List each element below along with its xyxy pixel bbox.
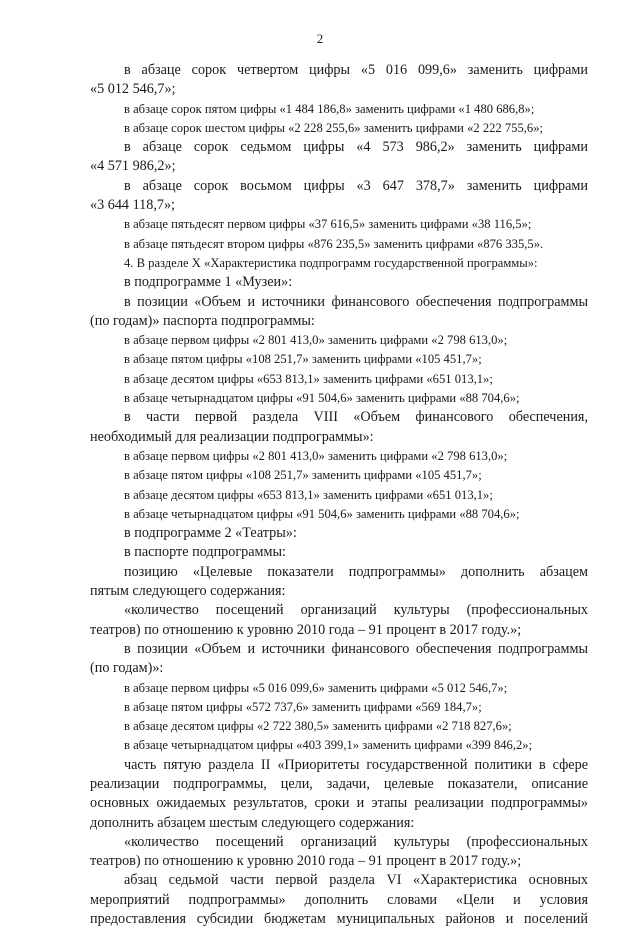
text-line: в абзаце десятом цифры «2 722 380,5» заменить цифрами «2 718 827,6»;	[124, 719, 512, 734]
text-line: необходимый для реализации подпрограммы»:	[90, 428, 374, 445]
page-number: 2	[316, 31, 324, 46]
text-line: «3 644 118,7»;	[90, 197, 175, 214]
text-line: в абзаце десятом цифры «653 813,1» заменить цифрами «651 013,1»;	[124, 371, 493, 386]
text-line: в абзаце пятом цифры «572 737,6» заменить цифрами «569 184,7»;	[124, 699, 482, 714]
text-line: в абзаце четырнадцатом цифры «403 399,1» заменить цифрами «399 846,2»;	[124, 738, 533, 753]
text-line: в абзаце пятом цифры «108 251,7» заменить цифрами «105 451,7»;	[124, 352, 482, 367]
text-line: в абзаце первом цифры «5 016 099,6» заменить цифрами «5 012 546,7»;	[124, 680, 508, 695]
text-line: предоставления субсидии бюджетам муниципальных районов и поселений	[90, 911, 588, 928]
text-line: (по годам)»:	[90, 660, 164, 677]
text-line: в абзаце сорок седьмом цифры «4 573 986,2» заменить цифрами	[124, 139, 588, 156]
text-line: в абзаце сорок шестом цифры «2 228 255,6» заменить цифрами «2 222 755,6»;	[124, 120, 543, 135]
text-line: в абзаце четырнадцатом цифры «91 504,6» заменить цифрами «88 704,6»;	[124, 391, 520, 406]
text-line: в паспорте подпрограммы:	[124, 544, 286, 561]
document-body	[90, 61, 588, 929]
text-line: в абзаце пятьдесят втором цифры «876 235,5» заменить цифрами «876 335,5».	[124, 236, 544, 251]
text-line: в абзаце пятьдесят первом цифры «37 616,5» заменить цифрами «38 116,5»;	[124, 217, 532, 232]
text-line: в абзаце десятом цифры «653 813,1» заменить цифрами «651 013,1»;	[124, 487, 493, 502]
text-line: «количество посещений организаций культуры (профессиональных	[124, 833, 588, 850]
text-line: в абзаце сорок четвертом цифры «5 016 099,6» заменить цифрами	[124, 62, 588, 78]
text-line: (по годам)» паспорта подпрограммы:	[90, 312, 315, 329]
text-line: в подпрограмме 1 «Музеи»:	[124, 274, 293, 291]
text-line: основных ожидаемых результатов, сроки и этапы реализации подпрограммы»	[90, 795, 588, 812]
text-line: театров) по отношению к уровню 2010 года – 91 процент в 2017 году.»;	[90, 853, 522, 870]
text-line: дополнить абзацем шестым следующего содержания:	[90, 814, 415, 831]
text-line: реализации подпрограммы, цели, задачи, целевые показатели, описание	[90, 775, 588, 792]
text-line: «5 012 546,7»;	[90, 81, 176, 98]
text-line: «количество посещений организаций культуры (профессиональных	[124, 602, 588, 619]
text-line: в абзаце сорок пятом цифры «1 484 186,8» заменить цифрами «1 480 686,8»;	[124, 101, 535, 116]
text-line: в абзаце сорок восьмом цифры «3 647 378,7» заменить цифрами	[124, 177, 588, 194]
text-line: часть пятую раздела II «Приоритеты государственной политики в сфере	[124, 756, 588, 773]
text-line: 4. В разделе X «Характеристика подпрограмм государственной программы»:	[124, 255, 538, 270]
text-line: пятым следующего содержания:	[90, 583, 286, 600]
text-line: в абзаце четырнадцатом цифры «91 504,6» заменить цифрами «88 704,6»;	[124, 506, 520, 521]
text-line: в части первой раздела VIII «Объем финансового обеспечения,	[124, 409, 588, 426]
text-line: «4 571 986,2»;	[90, 158, 176, 175]
text-line: в подпрограмме 2 «Театры»:	[124, 525, 297, 542]
text-line: в абзаце первом цифры «2 801 413,0» заменить цифрами «2 798 613,0»;	[124, 448, 508, 463]
text-line: позицию «Целевые показатели подпрограммы» дополнить абзацем	[124, 563, 588, 580]
text-line: мероприятий подпрограммы» дополнить словами «Цели и условия	[90, 891, 588, 908]
text-line: театров) по отношению к уровню 2010 года – 91 процент в 2017 году.»;	[90, 621, 522, 638]
text-line: в позиции «Объем и источники финансового обеспечения подпрограммы	[124, 293, 588, 310]
text-line: в абзаце первом цифры «2 801 413,0» заменить цифрами «2 798 613,0»;	[124, 333, 508, 348]
text-line: в абзаце пятом цифры «108 251,7» заменить цифрами «105 451,7»;	[124, 468, 482, 483]
text-line: абзац седьмой части первой раздела VI «Характеристика основных	[124, 872, 588, 889]
text-line: в позиции «Объем и источники финансового обеспечения подпрограммы	[124, 640, 588, 657]
